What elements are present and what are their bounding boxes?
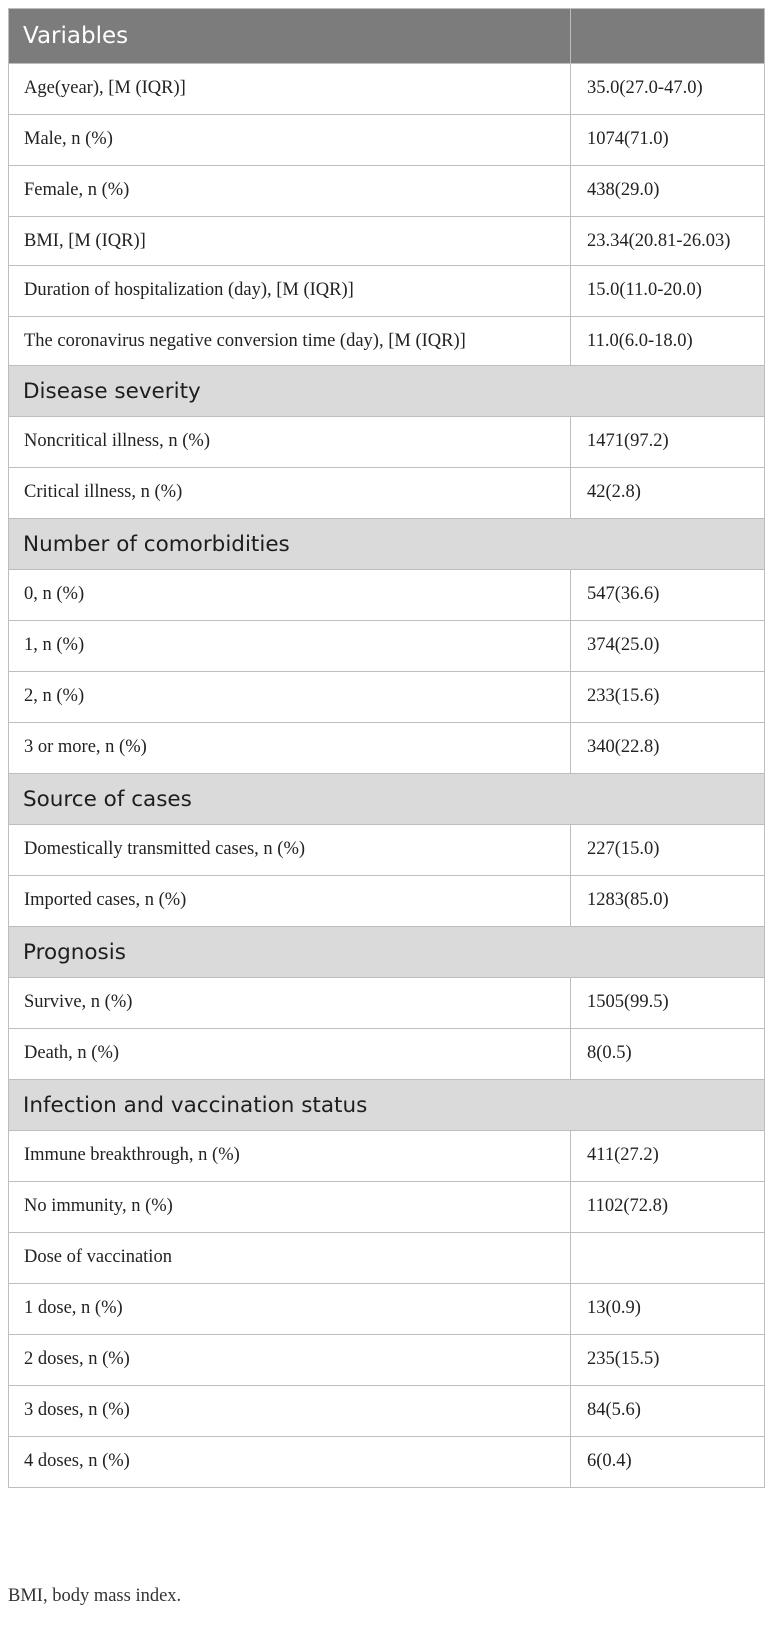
row-label: 0, n (%) [9, 570, 571, 621]
table-header-row [9, 9, 765, 64]
row-value: 11.0(6.0-18.0) [571, 317, 765, 366]
row-value: 6(0.4) [571, 1437, 765, 1488]
section-title-prognosis: Prognosis [9, 927, 765, 978]
header-variables: Variables [9, 9, 571, 64]
row-label: Death, n (%) [9, 1029, 571, 1080]
table-row [9, 876, 765, 927]
table-row [9, 1335, 765, 1386]
table-row [9, 1233, 765, 1284]
row-value: 233(15.6) [571, 672, 765, 723]
table-row [9, 723, 765, 774]
row-label: 1, n (%) [9, 621, 571, 672]
row-label: 4 doses, n (%) [9, 1437, 571, 1488]
row-value: 438(29.0) [571, 166, 765, 217]
table-row [9, 166, 765, 217]
row-label: Duration of hospitalization (day), [M (IQR)] [9, 266, 571, 317]
row-value: 1102(72.8) [571, 1182, 765, 1233]
table-row [9, 468, 765, 519]
characteristics-table-container [8, 8, 764, 1488]
row-label: Male, n (%) [9, 115, 571, 166]
row-label: 1 dose, n (%) [9, 1284, 571, 1335]
row-value: 1471(97.2) [571, 417, 765, 468]
row-value: 1283(85.0) [571, 876, 765, 927]
row-label: Age(year), [M (IQR)] [9, 64, 571, 115]
table-row [9, 672, 765, 723]
row-label: Domestically transmitted cases, n (%) [9, 825, 571, 876]
row-value: 547(36.6) [571, 570, 765, 621]
row-label: Dose of vaccination [9, 1233, 571, 1284]
section-title-severity: Disease severity [9, 366, 765, 417]
section-header-row [9, 366, 765, 417]
row-label: Imported cases, n (%) [9, 876, 571, 927]
row-value: 227(15.0) [571, 825, 765, 876]
section-header-row [9, 1080, 765, 1131]
table-row [9, 1182, 765, 1233]
row-label: 2 doses, n (%) [9, 1335, 571, 1386]
row-label: Noncritical illness, n (%) [9, 417, 571, 468]
row-value: 15.0(11.0-20.0) [571, 266, 765, 317]
table-row [9, 621, 765, 672]
row-label: Survive, n (%) [9, 978, 571, 1029]
row-value: 8(0.5) [571, 1029, 765, 1080]
section-title-source: Source of cases [9, 774, 765, 825]
table-row [9, 1131, 765, 1182]
row-value: 13(0.9) [571, 1284, 765, 1335]
table-row [9, 64, 765, 115]
row-label: 3 or more, n (%) [9, 723, 571, 774]
row-label: BMI, [M (IQR)] [9, 217, 571, 266]
row-value: 23.34(20.81-26.03) [571, 217, 765, 266]
table-row [9, 570, 765, 621]
row-value: 235(15.5) [571, 1335, 765, 1386]
row-label: Female, n (%) [9, 166, 571, 217]
table-row [9, 1437, 765, 1488]
table-row [9, 1386, 765, 1437]
table-row [9, 978, 765, 1029]
section-header-row [9, 519, 765, 570]
row-value: 84(5.6) [571, 1386, 765, 1437]
table-row [9, 115, 765, 166]
row-value: 1505(99.5) [571, 978, 765, 1029]
header-value [571, 9, 765, 64]
section-title-infection: Infection and vaccination status [9, 1080, 765, 1131]
row-value: 374(25.0) [571, 621, 765, 672]
row-label: Immune breakthrough, n (%) [9, 1131, 571, 1182]
row-label: Critical illness, n (%) [9, 468, 571, 519]
table-row [9, 1284, 765, 1335]
table-row [9, 317, 765, 366]
table-footnote: BMI, body mass index. [8, 1586, 182, 1606]
row-label: The coronavirus negative conversion time (day), [M (IQR)] [9, 317, 571, 366]
section-header-row [9, 927, 765, 978]
row-value: 1074(71.0) [571, 115, 765, 166]
row-label: 3 doses, n (%) [9, 1386, 571, 1437]
section-header-row [9, 774, 765, 825]
row-value [571, 1233, 765, 1284]
characteristics-table [8, 8, 765, 1488]
table-row [9, 217, 765, 266]
row-value: 42(2.8) [571, 468, 765, 519]
table-row [9, 266, 765, 317]
table-row [9, 825, 765, 876]
row-value: 411(27.2) [571, 1131, 765, 1182]
row-value: 340(22.8) [571, 723, 765, 774]
table-row [9, 1029, 765, 1080]
row-label: No immunity, n (%) [9, 1182, 571, 1233]
row-value: 35.0(27.0-47.0) [571, 64, 765, 115]
table-row [9, 417, 765, 468]
row-label: 2, n (%) [9, 672, 571, 723]
section-title-comorbidities: Number of comorbidities [9, 519, 765, 570]
